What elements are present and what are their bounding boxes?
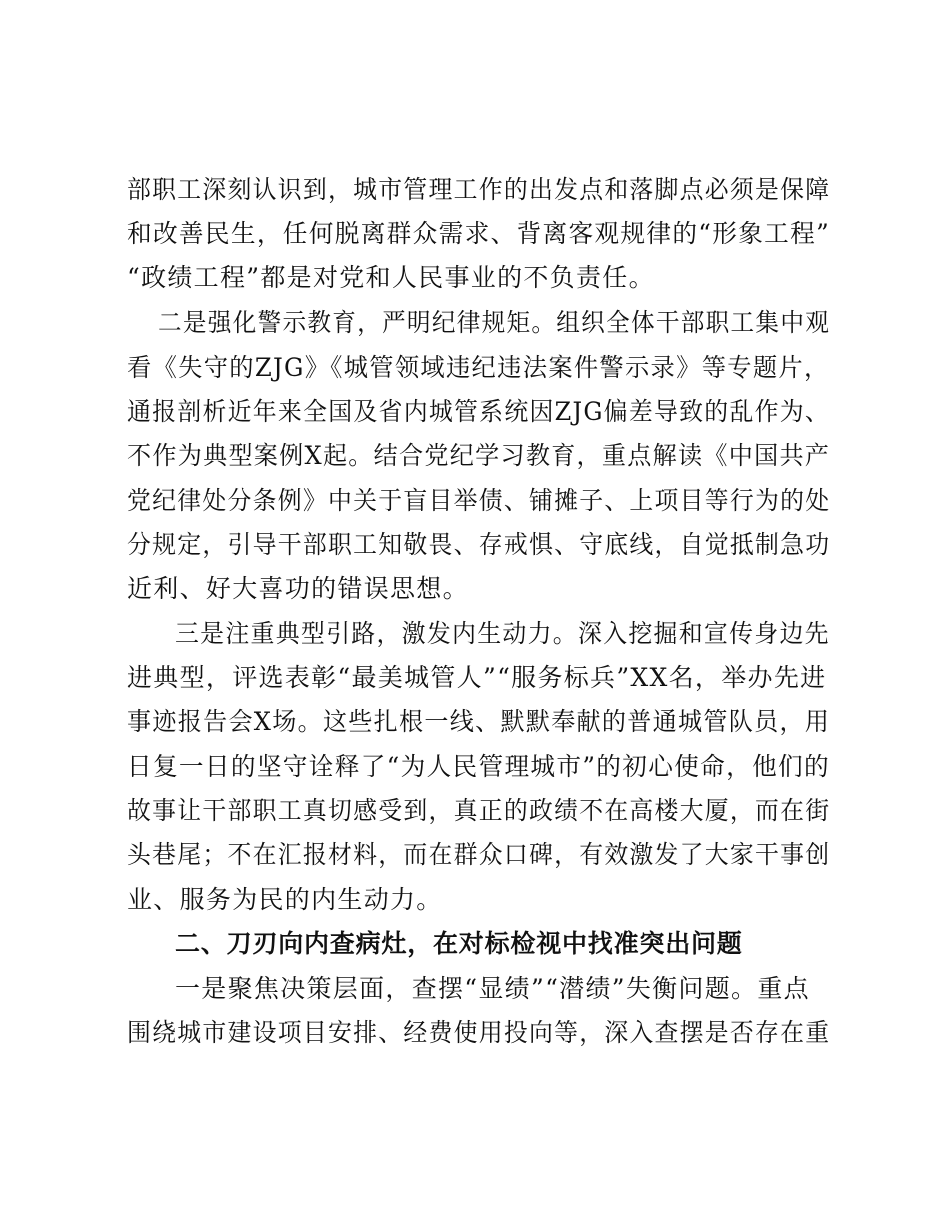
text-line: 看《失守的ZJG》《城管领域违纪违法案件警示录》等专题片， bbox=[127, 353, 830, 382]
text-line: 一是聚焦决策层面，查摆“显绩”“潜绩”失衡问题。重点 bbox=[175, 974, 810, 1003]
text-line: 围绕城市建设项目安排、经费使用投向等，深入查摆是否存在重 bbox=[127, 1018, 831, 1047]
text-line: 业、服务为民的内生动力。 bbox=[127, 885, 443, 914]
text-line: 头巷尾；不在汇报材料，而在群众口碑，有效激发了大家干事创 bbox=[127, 840, 831, 869]
text-line: 通报剖析近年来全国及省内城管系统因ZJG偏差导致的乱作为、 bbox=[127, 397, 831, 426]
text-line: 进典型，评选表彰“最美城管人”“服务标兵”XX名，举办先进 bbox=[127, 663, 827, 692]
text-line: 分规定，引导干部职工知敬畏、存戒惧、守底线，自觉抵制急功 bbox=[127, 530, 831, 559]
text-line: 党纪律处分条例》中关于盲目举债、铺摊子、上项目等行为的处 bbox=[127, 486, 831, 515]
text-line: 事迹报告会X场。这些扎根一线、默默奉献的普通城管队员，用 bbox=[127, 707, 831, 736]
text-line: 二是强化警示教育，严明纪律规矩。组织全体干部职工集中观 bbox=[158, 308, 831, 337]
text-line: 日复一日的坚守诠释了“为人民管理城市”的初心使命，他们的 bbox=[127, 752, 830, 781]
text-line: 三是注重典型引路，激发内生动力。深入挖掘和宣传身边先 bbox=[175, 619, 830, 648]
text-line: 近利、好大喜功的错误思想。 bbox=[127, 574, 469, 603]
section-heading: 二、刀刃向内查病灶，在对标检视中找准突出问题 bbox=[175, 929, 743, 958]
text-line: “政绩工程”都是对党和人民事业的不负责任。 bbox=[127, 263, 655, 292]
text-line: 故事让干部职工真切感受到，真正的政绩不在高楼大厦，而在街 bbox=[127, 796, 831, 825]
text-line: 和改善民生，任何脱离群众需求、背离客观规律的“形象工程” bbox=[127, 219, 830, 248]
text-line: 部职工深刻认识到，城市管理工作的出发点和落脚点必须是保障 bbox=[127, 175, 831, 204]
text-line: 不作为典型案例X起。结合党纪学习教育，重点解读《中国共产 bbox=[127, 441, 831, 470]
